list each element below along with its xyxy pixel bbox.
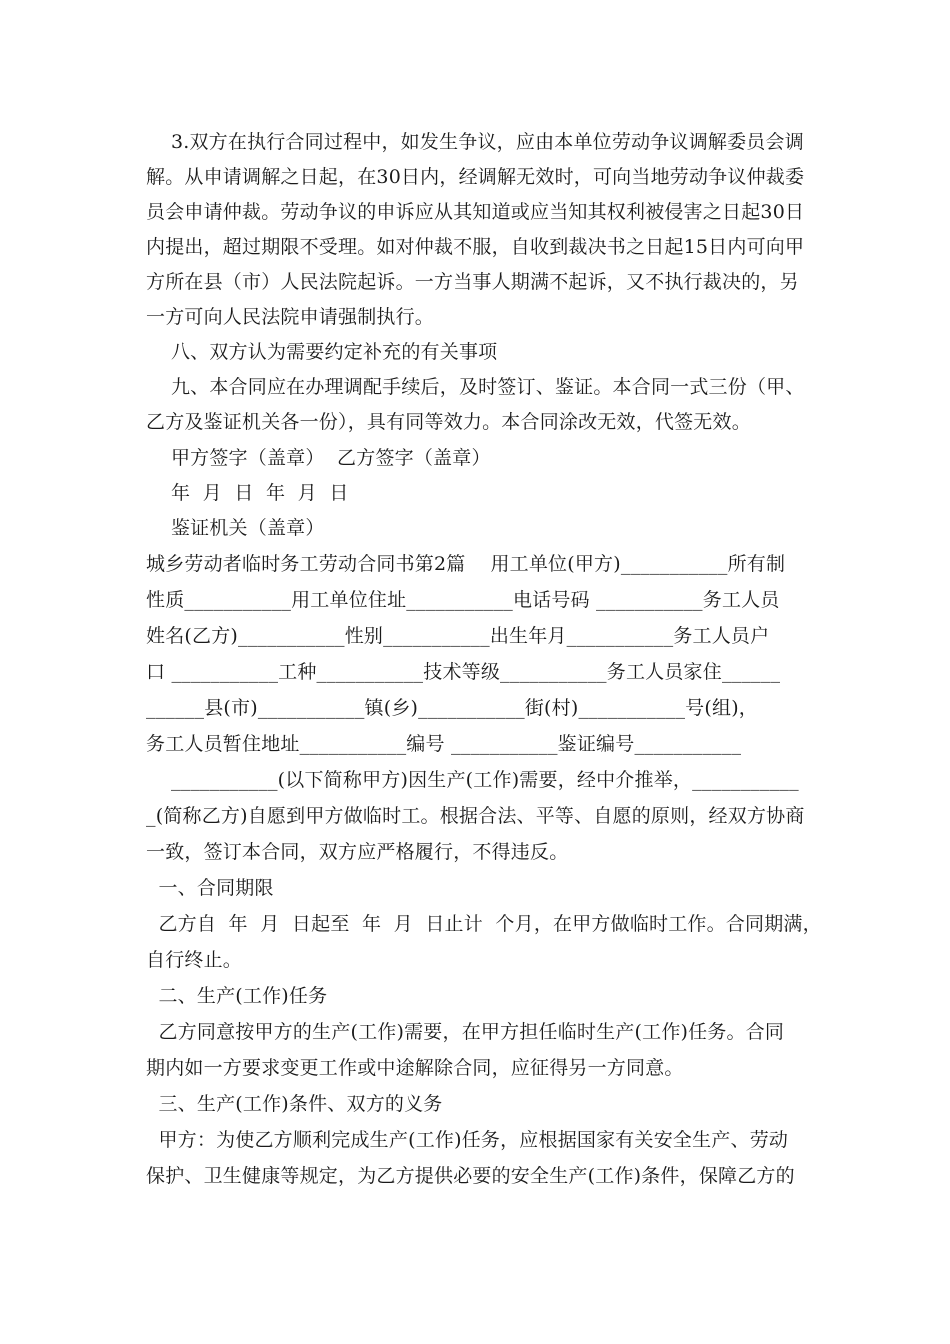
text-line: ___________(以下简称甲方)因生产(工作)需要，经中介推举，___________: [146, 769, 799, 791]
text-line: 乙方自 年 月 日起至 年 月 日止计 个月，在甲方做临时工作。合同期满，: [146, 913, 822, 935]
text-line: 员会申请仲裁。劳动争议的申诉应从其知道或应当知其权利被侵害之日起30日: [146, 201, 805, 223]
text-line: 一方可向人民法院申请强制执行。: [146, 306, 435, 328]
text-line: ______县(市)___________镇(乡)___________街(村)___________号(组)，: [146, 697, 759, 719]
section-heading: 二、生产(工作)任务: [146, 985, 328, 1007]
section-heading: 一、合同期限: [146, 877, 274, 899]
text-line: 一致，签订本合同，双方应严格履行，不得违反。: [146, 841, 569, 863]
text-line: 城乡劳动者临时务工劳动合同书第2篇 用工单位(甲方)___________所有制: [146, 553, 786, 575]
text-line: 务工人员暂住地址___________编号 ___________鉴证编号___________: [146, 733, 742, 755]
section-heading: 三、生产(工作)条件、双方的义务: [146, 1093, 443, 1115]
text-line: 期内如一方要求变更工作或中途解除合同，应征得另一方同意。: [146, 1057, 684, 1079]
text-line: 甲方：为使乙方顺利完成生产(工作)任务，应根据国家有关安全生产、劳动: [146, 1129, 789, 1151]
text-line: _(简称乙方)自愿到甲方做临时工。根据合法、平等、自愿的原则，经双方协商: [146, 805, 805, 827]
signature-line: 甲方签字（盖章） 乙方签字（盖章）: [146, 447, 491, 469]
text-line: 口 ___________工种___________技术等级___________务工人员家住______: [146, 661, 781, 683]
text-line: 解。从申请调解之日起，在30日内，经调解无效时，可向当地劳动争议仲裁委: [146, 166, 805, 188]
text-line: 乙方同意按甲方的生产(工作)需要，在甲方担任临时生产(工作)任务。合同: [146, 1021, 785, 1043]
text-line: 九、本合同应在办理调配手续后，及时签订、鉴证。本合同一式三份（甲、: [146, 376, 805, 398]
text-line: 姓名(乙方)___________性别___________出生年月___________务工人员户: [146, 625, 770, 647]
date-line: 年 月 日 年 月 日: [146, 482, 349, 504]
text-line: 3.双方在执行合同过程中，如发生争议，应由本单位劳动争议调解委员会调: [146, 131, 804, 153]
section-heading: 八、双方认为需要约定补充的有关事项: [146, 341, 498, 363]
text-line: 自行终止。: [146, 949, 243, 971]
text-line: 内提出，超过期限不受理。如对仲裁不服，自收到裁决书之日起15日内可向甲: [146, 236, 805, 258]
signature-line: 鉴证机关（盖章）: [146, 517, 325, 539]
text-line: 乙方及鉴证机关各一份），具有同等效力。本合同涂改无效，代签无效。: [146, 411, 751, 433]
text-line: 方所在县（市）人民法院起诉。一方当事人期满不起诉，又不执行裁决的，另: [146, 271, 799, 293]
text-line: 性质___________用工单位住址___________电话号码 ___________务工人员: [146, 589, 780, 611]
text-line: 保护、卫生健康等规定，为乙方提供必要的安全生产(工作)条件，保障乙方的: [146, 1165, 795, 1187]
